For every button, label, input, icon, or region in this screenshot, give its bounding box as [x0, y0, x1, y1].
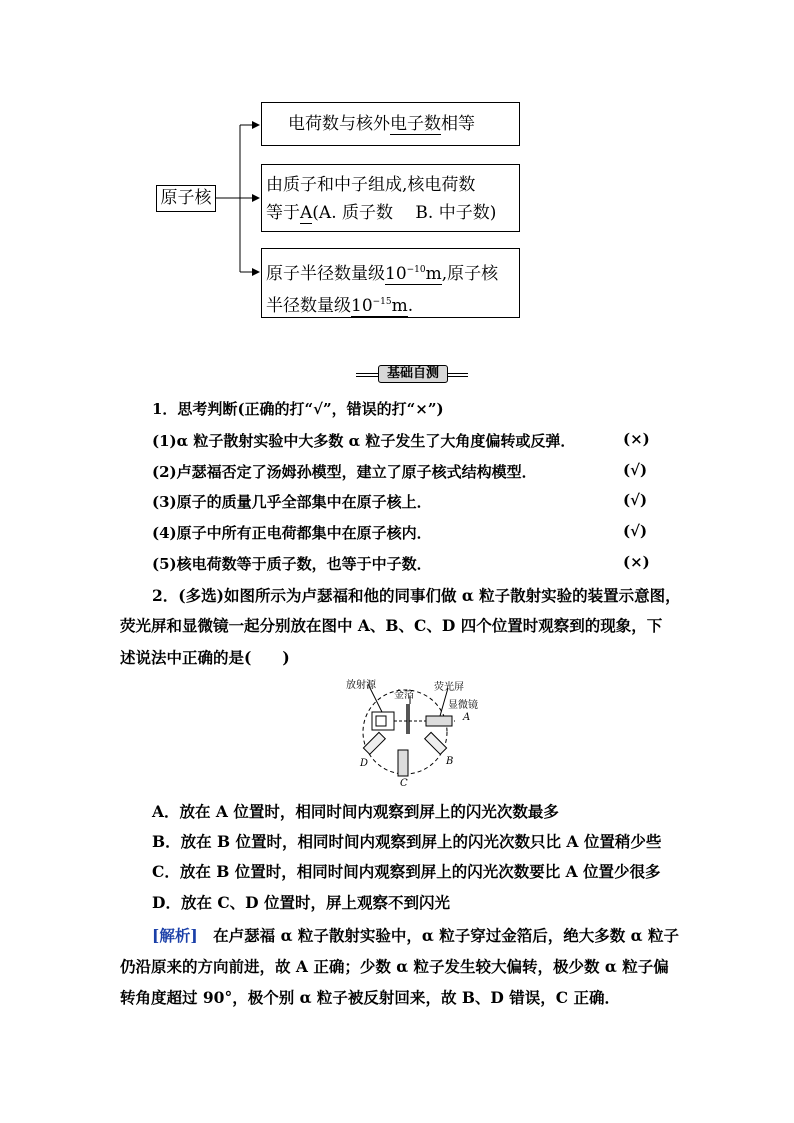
- section-badge-label: 基础自测: [378, 365, 448, 383]
- concept-box-charge: 电荷数与核外电子数相等: [261, 102, 520, 146]
- root-label-box: [156, 185, 216, 212]
- judge-item: (5)核电荷数等于质子数，也等于中子数．: [152, 555, 432, 573]
- label-B: B: [446, 756, 454, 767]
- answer-blank: $10^{-15}m$: [351, 296, 408, 316]
- q2-stem-line: 荧光屏和显微镜一起分别放在图中 A、B、C、D 四个位置时观察到的现象，下: [120, 616, 663, 635]
- label-C: C: [400, 778, 408, 789]
- judge-item: (2)卢瑟福否定了汤姆孙模型，建立了原子核式结构模型．: [152, 463, 537, 481]
- label-D: D: [360, 758, 369, 769]
- q2-stem-line: 2．(多选)如图所示为卢瑟福和他的同事们做 α 粒子散射实验的装置示意图，: [152, 586, 681, 605]
- answer-blank: $10^{-10}m$: [385, 264, 442, 284]
- q1-title: 1．思考判断(正确的打“√”，错误的打“×”): [152, 400, 444, 418]
- answer-blank: A: [300, 203, 313, 223]
- analysis-line: 仍沿原来的方向前进，故 A 正确；少数 α 粒子发生较大偏转，极少数 α 粒子偏: [120, 957, 669, 976]
- option-d: D．放在 C、D 位置时，屏上观察不到闪光: [152, 893, 451, 912]
- q2-stem-line: 述说法中正确的是( ): [120, 648, 290, 667]
- label-screen: 荧光屏: [434, 682, 464, 693]
- answer-blank: 电子数: [390, 114, 441, 134]
- judge-mark: (√): [623, 461, 648, 479]
- judge-item: (1)α 粒子散射实验中大多数 α 粒子发生了大角度偏转或反弹．: [152, 432, 576, 450]
- analysis-line: [解析] 在卢瑟福 α 粒子散射实验中，α 粒子穿过金箔后，绝大多数 α 粒子: [152, 926, 679, 945]
- label-foil: 金箔: [394, 690, 414, 701]
- judge-mark: (√): [623, 522, 648, 540]
- judge-item: (4)原子中所有正电荷都集中在原子核内．: [152, 524, 432, 542]
- analysis-line: 转角度超过 90°，极个别 α 粒子被反射回来，故 B、D 错误，C 正确．: [120, 988, 621, 1007]
- concept-box-size: 原子半径数量级$10^{-10}m$,原子核 半径数量级$10^{-15}m$.: [261, 248, 520, 318]
- label-source: 放射源: [346, 680, 376, 691]
- concept-box-composition: 由质子和中子组成,核电荷数 等于A(A. 质子数 B. 中子数): [261, 164, 520, 232]
- section-badge: [356, 365, 468, 383]
- label-A: A: [463, 712, 471, 723]
- judge-item: (3)原子的质量几乎全部集中在原子核上．: [152, 493, 432, 511]
- judge-mark: (×): [623, 430, 650, 448]
- analysis-tag: [解析]: [152, 926, 198, 945]
- label-microscope: 显微镜: [448, 700, 478, 711]
- scattering-apparatus-figure: [330, 674, 490, 792]
- judge-mark: (√): [623, 491, 648, 509]
- option-c: C．放在 B 位置时，相同时间内观察到屏上的闪光次数要比 A 位置少很多: [152, 862, 661, 881]
- root-label: 原子核: [160, 188, 212, 208]
- option-b: B．放在 B 位置时，相同时间内观察到屏上的闪光次数只比 A 位置稍少些: [152, 832, 662, 851]
- judge-mark: (×): [623, 553, 650, 571]
- option-a: A．放在 A 位置时，相同时间内观察到屏上的闪光次数最多: [152, 802, 559, 821]
